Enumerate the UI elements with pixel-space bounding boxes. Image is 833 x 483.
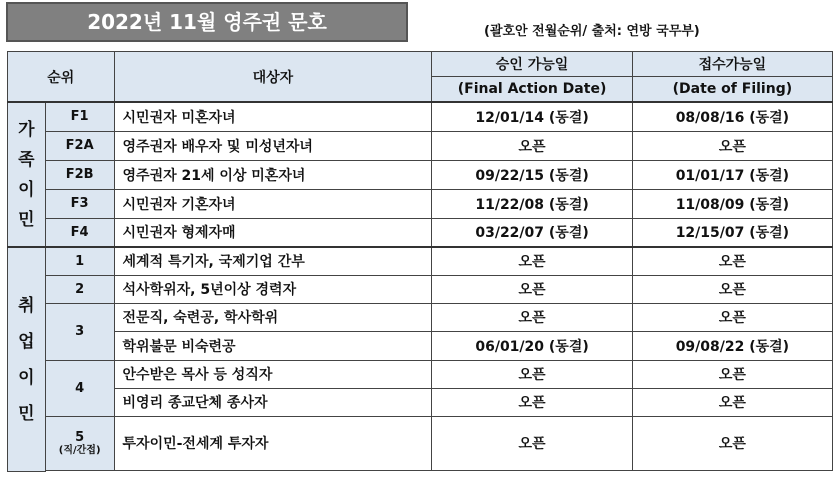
row-filing: 오픈 (632, 303, 832, 331)
row-final-action: 12/01/14 (동결) (432, 102, 632, 131)
row-final-action: 오픈 (432, 275, 632, 303)
row-filing: 오픈 (632, 416, 832, 470)
row-subject: 석사학위자, 5년이상 경력자 (114, 275, 432, 303)
header-final-action-en: (Final Action Date) (432, 77, 632, 103)
row-subject: 영주권자 21세 이상 미혼자녀 (114, 160, 432, 189)
header-final-action: 승인 가능일 (432, 52, 632, 77)
row-code: F1 (45, 102, 114, 131)
row-final-action: 오픈 (432, 416, 632, 470)
row-final-action: 오픈 (432, 360, 632, 388)
row-filing: 08/08/16 (동결) (632, 102, 832, 131)
row-filing: 오픈 (632, 131, 832, 160)
row-filing: 11/08/09 (동결) (632, 189, 832, 218)
row-code: F2B (45, 160, 114, 189)
row-final-action: 09/22/15 (동결) (432, 160, 632, 189)
row-subject: 비영리 종교단체 종사자 (114, 388, 432, 416)
group-employment: 취 업 이 민 (8, 247, 46, 472)
row-filing: 오픈 (632, 360, 832, 388)
source-note: (괄호안 전월순위/ 출처: 연방 국무부) (484, 24, 700, 39)
row-filing: 오픈 (632, 388, 832, 416)
row-final-action: 11/22/08 (동결) (432, 189, 632, 218)
group-family: 가 족 이 민 (8, 102, 46, 247)
row-subject: 영주권자 배우자 및 미성년자녀 (114, 131, 432, 160)
row-filing: 09/08/22 (동결) (632, 331, 832, 360)
row-subject: 안수받은 목사 등 성직자 (114, 360, 432, 388)
row-subject: 투자이민-전세계 투자자 (114, 416, 432, 470)
header-filing: 접수가능일 (632, 52, 832, 77)
header-filing-en: (Date of Filing) (632, 77, 832, 103)
row-final-action: 06/01/20 (동결) (432, 331, 632, 360)
row-filing: 01/01/17 (동결) (632, 160, 832, 189)
row-code: 5 (직/간접) (45, 416, 114, 470)
visa-bulletin-table (7, 51, 833, 472)
row-code: F2A (45, 131, 114, 160)
row-final-action: 오픈 (432, 131, 632, 160)
row-subject: 시민권자 미혼자녀 (114, 102, 432, 131)
row-subject: 시민권자 형제자매 (114, 218, 432, 247)
row-subject: 학위불문 비숙련공 (114, 331, 432, 360)
row-code: F3 (45, 189, 114, 218)
row-code: F4 (45, 218, 114, 247)
row-final-action: 오픈 (432, 388, 632, 416)
row-code: 4 (45, 360, 114, 416)
row-filing: 오픈 (632, 275, 832, 303)
row-subject: 시민권자 기혼자녀 (114, 189, 432, 218)
row-final-action: 03/22/07 (동결) (432, 218, 632, 247)
row-final-action: 오픈 (432, 303, 632, 331)
row-code-note: (직/간접) (58, 444, 101, 456)
row-filing: 오픈 (632, 247, 832, 275)
row-code: 1 (45, 247, 114, 275)
header-subject: 대상자 (114, 52, 432, 103)
page-title: 2022년 11월 영주권 문호 (6, 2, 408, 42)
row-subject: 세계적 특기자, 국제기업 간부 (114, 247, 432, 275)
row-code: 2 (45, 275, 114, 303)
row-final-action: 오픈 (432, 247, 632, 275)
row-subject: 전문직, 숙련공, 학사학위 (114, 303, 432, 331)
row-code: 3 (45, 303, 114, 360)
header-rank: 순위 (8, 52, 115, 103)
row-filing: 12/15/07 (동결) (632, 218, 832, 247)
